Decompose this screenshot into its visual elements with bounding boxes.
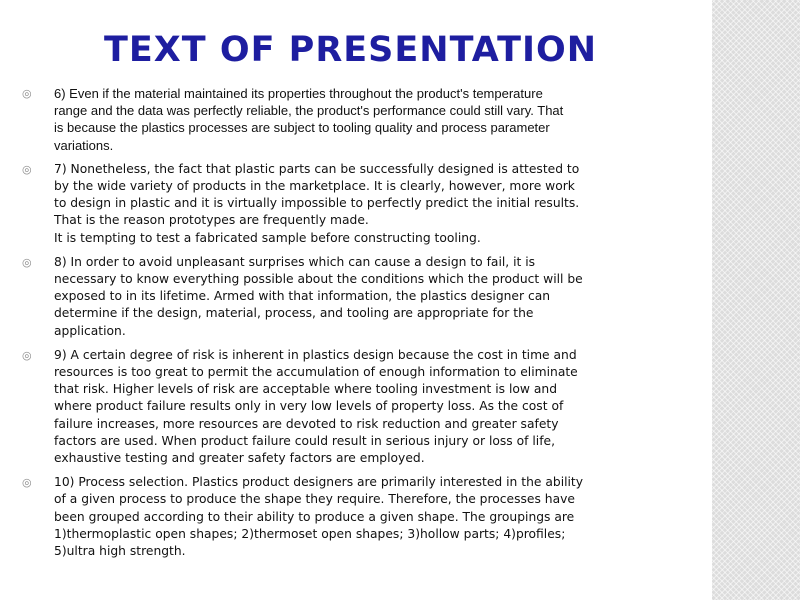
bullet-item-6 bbox=[22, 85, 666, 154]
decorative-side-band bbox=[712, 0, 800, 600]
bullet-item-8 bbox=[22, 254, 666, 340]
bullet-circle-icon: ◎ bbox=[22, 255, 32, 269]
bullet-text: 6) Even if the material maintained its properties throughout the product's temperature range and the data was perfectly reliable, the product's performance could still vary. That is because the plastics processes are subject to tooling quality and process parameter variations. bbox=[54, 86, 564, 153]
bullet-item-9 bbox=[22, 347, 666, 467]
bullet-item-10 bbox=[22, 474, 666, 560]
bullet-text: 9) A certain degree of risk is inherent in plastics design because the cost in time and resources is too great to permit the accumulation of enough information to eliminate that risk. Higher levels of risk are acceptable where tooling investment is low and where product failure results only in very low levels of property loss. As the cost of failure increases, more resources are devoted to risk reduction and greater safety factors are used. When product failure could result in serious injury or loss of life, exhaustive testing and greater safety factors are employed. bbox=[54, 347, 578, 466]
bullet-circle-icon: ◎ bbox=[22, 476, 32, 490]
bullet-list bbox=[22, 85, 666, 567]
slide-title: TEXT OF PRESENTATION bbox=[104, 30, 598, 70]
bullet-text: 8) In order to avoid unpleasant surprises which can cause a design to fail, it is necessary to know everything possible about the conditions which the product will be exposed to in its lifetime. Armed with that information, the plastics designer can determine if the design, material, process, and tooling are appropriate for the application. bbox=[54, 254, 583, 338]
bullet-circle-icon: ◎ bbox=[22, 348, 32, 362]
bullet-circle-icon: ◎ bbox=[22, 162, 32, 176]
bullet-item-7 bbox=[22, 161, 666, 247]
bullet-text: 10) Process selection. Plastics product designers are primarily interested in the ability of a given process to produce the shape they require. Therefore, the processes have been grouped according to their ability to produce a given shape. The groupings are 1)thermoplastic open shapes; 2)thermoset open shapes; 3)hollow parts; 4)profiles; 5)ultra high strength. bbox=[54, 475, 584, 559]
bullet-text: 7) Nonetheless, the fact that plastic parts can be successfully designed is attested to by the wide variety of products in the marketplace. It is clearly, however, more work to design in plastic and it is virtually impossible to perfectly predict the initial results. That is the reason prototypes are frequently made. It is tempting to test a fabricated sample before constructing tooling. bbox=[54, 161, 580, 245]
bullet-circle-icon: ◎ bbox=[22, 87, 32, 100]
